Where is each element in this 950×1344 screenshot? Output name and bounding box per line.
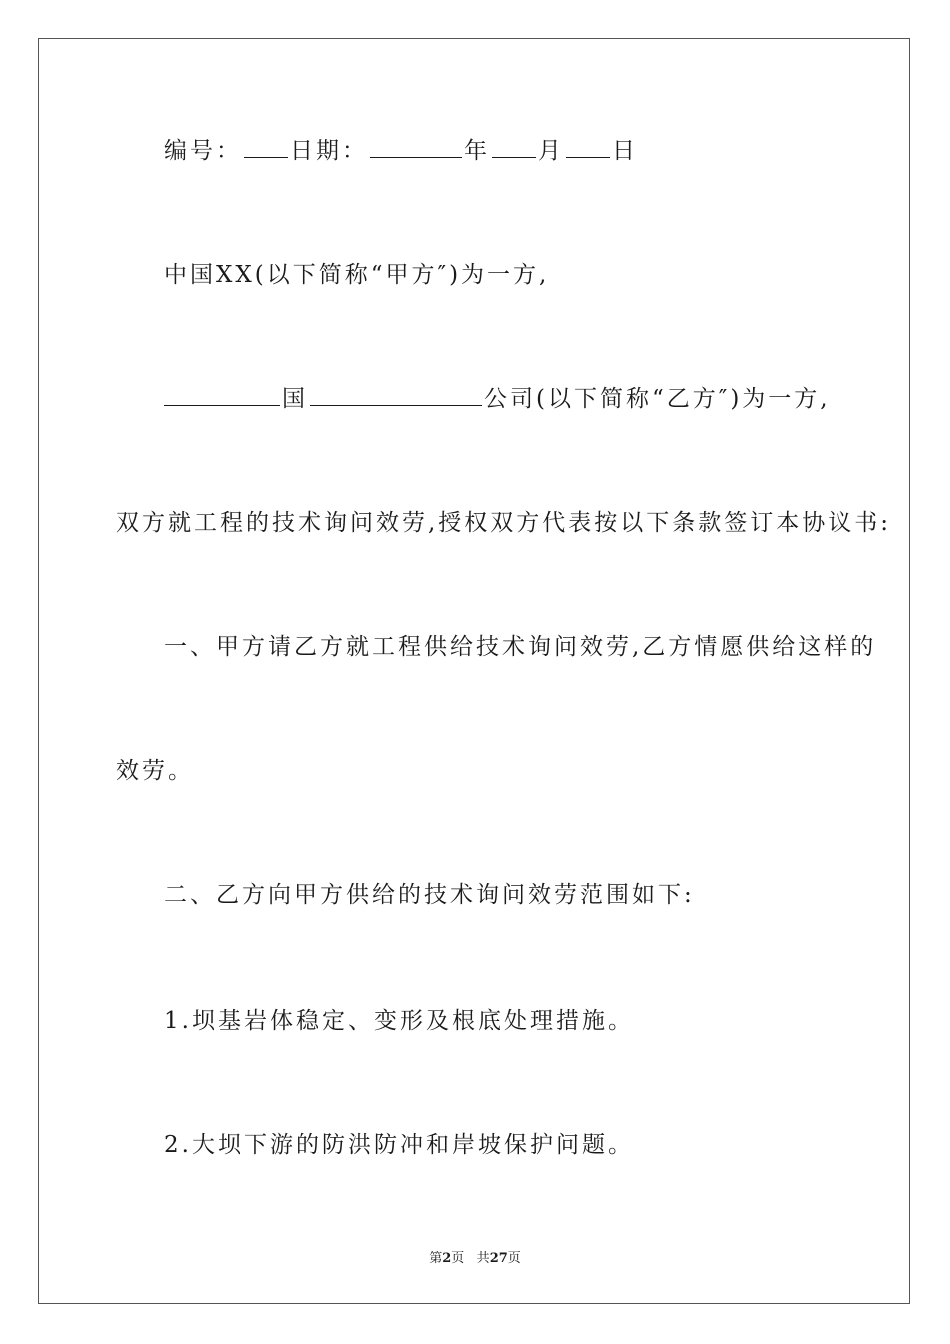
day-label: 日 xyxy=(612,138,638,164)
date-label: 日期： xyxy=(290,138,368,164)
page-prefix: 第 xyxy=(429,1251,443,1266)
total-page-count: 27 xyxy=(489,1251,508,1266)
number-label: 编号： xyxy=(164,138,242,164)
party-a-paragraph: 中国XX(以下简称“甲方″)为一方, xyxy=(164,262,550,288)
number-blank xyxy=(244,137,288,158)
list-item-2: 2.大坝下游的防洪防冲和岸坡保护问题。 xyxy=(164,1132,634,1158)
country-label: 国 xyxy=(282,386,308,412)
total-prefix: 共 xyxy=(476,1251,490,1266)
page-footer xyxy=(0,1247,950,1266)
year-blank xyxy=(370,137,462,158)
list-item-1: 1.坝基岩体稳定、变形及根底处理措施。 xyxy=(164,1008,634,1034)
current-page-number: 2 xyxy=(442,1251,452,1266)
company-blank xyxy=(310,385,482,406)
page-suffix: 页 xyxy=(451,1251,465,1266)
year-label: 年 xyxy=(464,138,490,164)
company-label: 公司(以下简称“乙方″)为一方, xyxy=(484,386,831,412)
clause-1-line-1: 一、甲方请乙方就工程供给技术询问效劳,乙方情愿供给这样的 xyxy=(164,634,877,660)
clause-2-paragraph: 二、乙方向甲方供给的技术询问效劳范围如下: xyxy=(164,882,695,908)
page-border xyxy=(38,38,910,1304)
day-blank xyxy=(566,137,610,158)
clause-1-line-2: 效劳。 xyxy=(116,758,194,784)
party-b-paragraph xyxy=(164,384,831,414)
month-label: 月 xyxy=(538,138,564,164)
total-suffix: 页 xyxy=(507,1251,521,1266)
country-blank xyxy=(164,385,280,406)
header-line xyxy=(164,136,638,166)
intro-paragraph: 双方就工程的技术询问效劳,授权双方代表按以下条款签订本协议书: xyxy=(116,510,892,536)
month-blank xyxy=(492,137,536,158)
